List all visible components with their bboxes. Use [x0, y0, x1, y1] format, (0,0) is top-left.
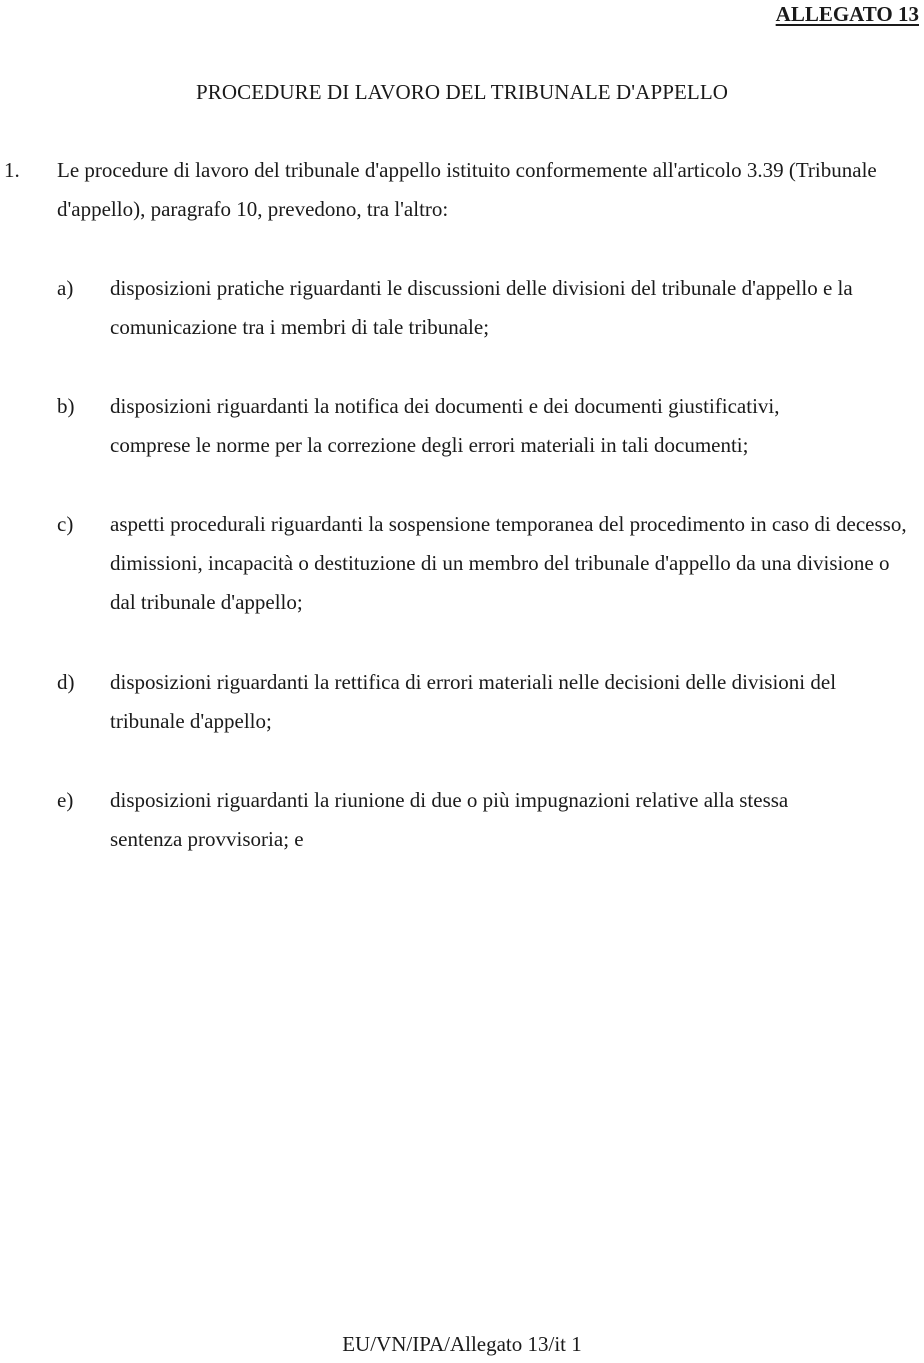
- list-item-label: a): [57, 276, 74, 300]
- footer-reference: EU/VN/IPA/Allegato 13/it 1: [342, 1332, 582, 1356]
- paragraph-text: Le procedure di lavoro del tribunale d'appello istituito conformemente all'articolo 3.39 (Tribunale d'appello), paragrafo 10, prevedono, tra l'altro:: [57, 158, 877, 221]
- list-item-text: disposizioni riguardanti la rettifica di errori materiali nelle decisioni delle divisioni del tribunale d'appello;: [110, 670, 837, 733]
- list-item-text: disposizioni riguardanti la riunione di due o più impugnazioni relative alla stessa sentenza provvisoria; e: [110, 788, 789, 851]
- list-item-label: c): [57, 512, 74, 536]
- list-item-label: b): [57, 394, 75, 418]
- paragraph-number: 1.: [4, 158, 20, 182]
- list-item-label: e): [57, 788, 74, 812]
- list-item-text: disposizioni pratiche riguardanti le discussioni delle divisioni del tribunale d'appello e la comunicazione tra i membri di tale tribunale;: [110, 276, 853, 339]
- annex-label: ALLEGATO 13: [775, 2, 919, 26]
- list-item-text: aspetti procedurali riguardanti la sospensione temporanea del procedimento in caso di decesso, dimissioni, incapacità o destituzione di un membro del tribunale d'appello da una divisione o dal tribunale d'appello;: [110, 512, 907, 614]
- list-item-label: d): [57, 670, 75, 694]
- document-title: PROCEDURE DI LAVORO DEL TRIBUNALE D'APPELLO: [195, 80, 729, 104]
- list-item-text: disposizioni riguardanti la notifica dei documenti e dei documenti giustificativi, comprese le norme per la correzione degli errori materiali in tali documenti;: [110, 394, 780, 457]
